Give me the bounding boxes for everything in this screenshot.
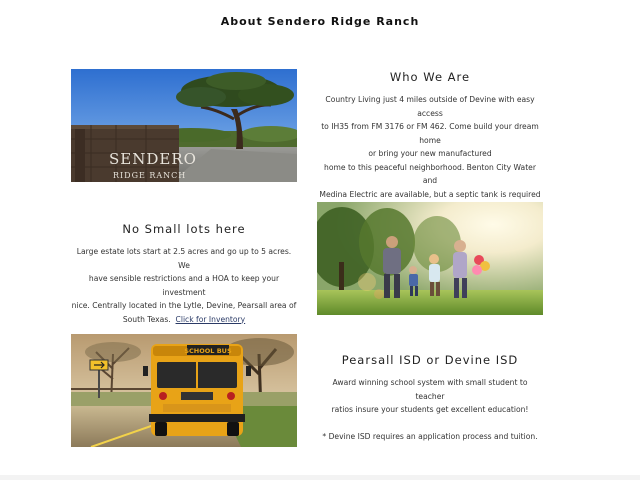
page-title: About Sendero Ridge Ranch [220, 15, 420, 28]
no-small-lots-section [71, 222, 297, 326]
text-line: South Texas. [122, 314, 171, 324]
text-line: Country Living just 4 miles outside of Devine with easy access [325, 95, 535, 118]
bus-sign-text: SCHOOL BUS [184, 347, 232, 355]
who-we-are-text [317, 93, 543, 215]
text-line: or bring your new manufactured [368, 149, 492, 158]
no-small-lots-heading: No Small lots here [122, 222, 246, 236]
text-line: home to this peaceful neighborhood. Benton City Water and [324, 162, 536, 185]
school-district-text [317, 376, 543, 443]
text-line: ratios insure your students get excellent education! [331, 405, 529, 414]
text-line-with-link [71, 313, 297, 327]
text-line: have sensible restrictions and a HOA to keep your investment [88, 274, 280, 297]
ranch-sign-image [71, 69, 297, 182]
school-bus-image [71, 334, 297, 447]
sign-text-sendero: SENDERO [109, 150, 197, 168]
no-small-lots-text [71, 245, 297, 326]
footer-divider [0, 475, 640, 480]
click-for-inventory-link[interactable]: Click for Inventory [175, 314, 246, 324]
school-district-heading: Pearsall ISD or Devine ISD [341, 353, 519, 367]
text-line: Award winning school system with small student to teacher [332, 378, 528, 401]
text-line: Medina Electric are available, but a septic tank is required [319, 189, 541, 199]
text-line: nice. Centrally located in the Lytle, Devine, Pearsall area of [71, 301, 297, 310]
who-we-are-section [317, 70, 543, 215]
who-we-are-heading: Who We Are [389, 70, 471, 84]
devine-isd-note: * Devine ISD requires an application process and tuition. [322, 431, 538, 441]
school-district-section [317, 353, 543, 443]
family-park-image [317, 202, 543, 315]
text-line: Large estate lots start at 2.5 acres and go up to 5 acres. We [76, 247, 292, 270]
text-line: to IH35 from FM 3176 or FM 462. Come build your dream home [321, 122, 539, 145]
sign-text-ridge-ranch: RIDGE RANCH [113, 171, 187, 180]
